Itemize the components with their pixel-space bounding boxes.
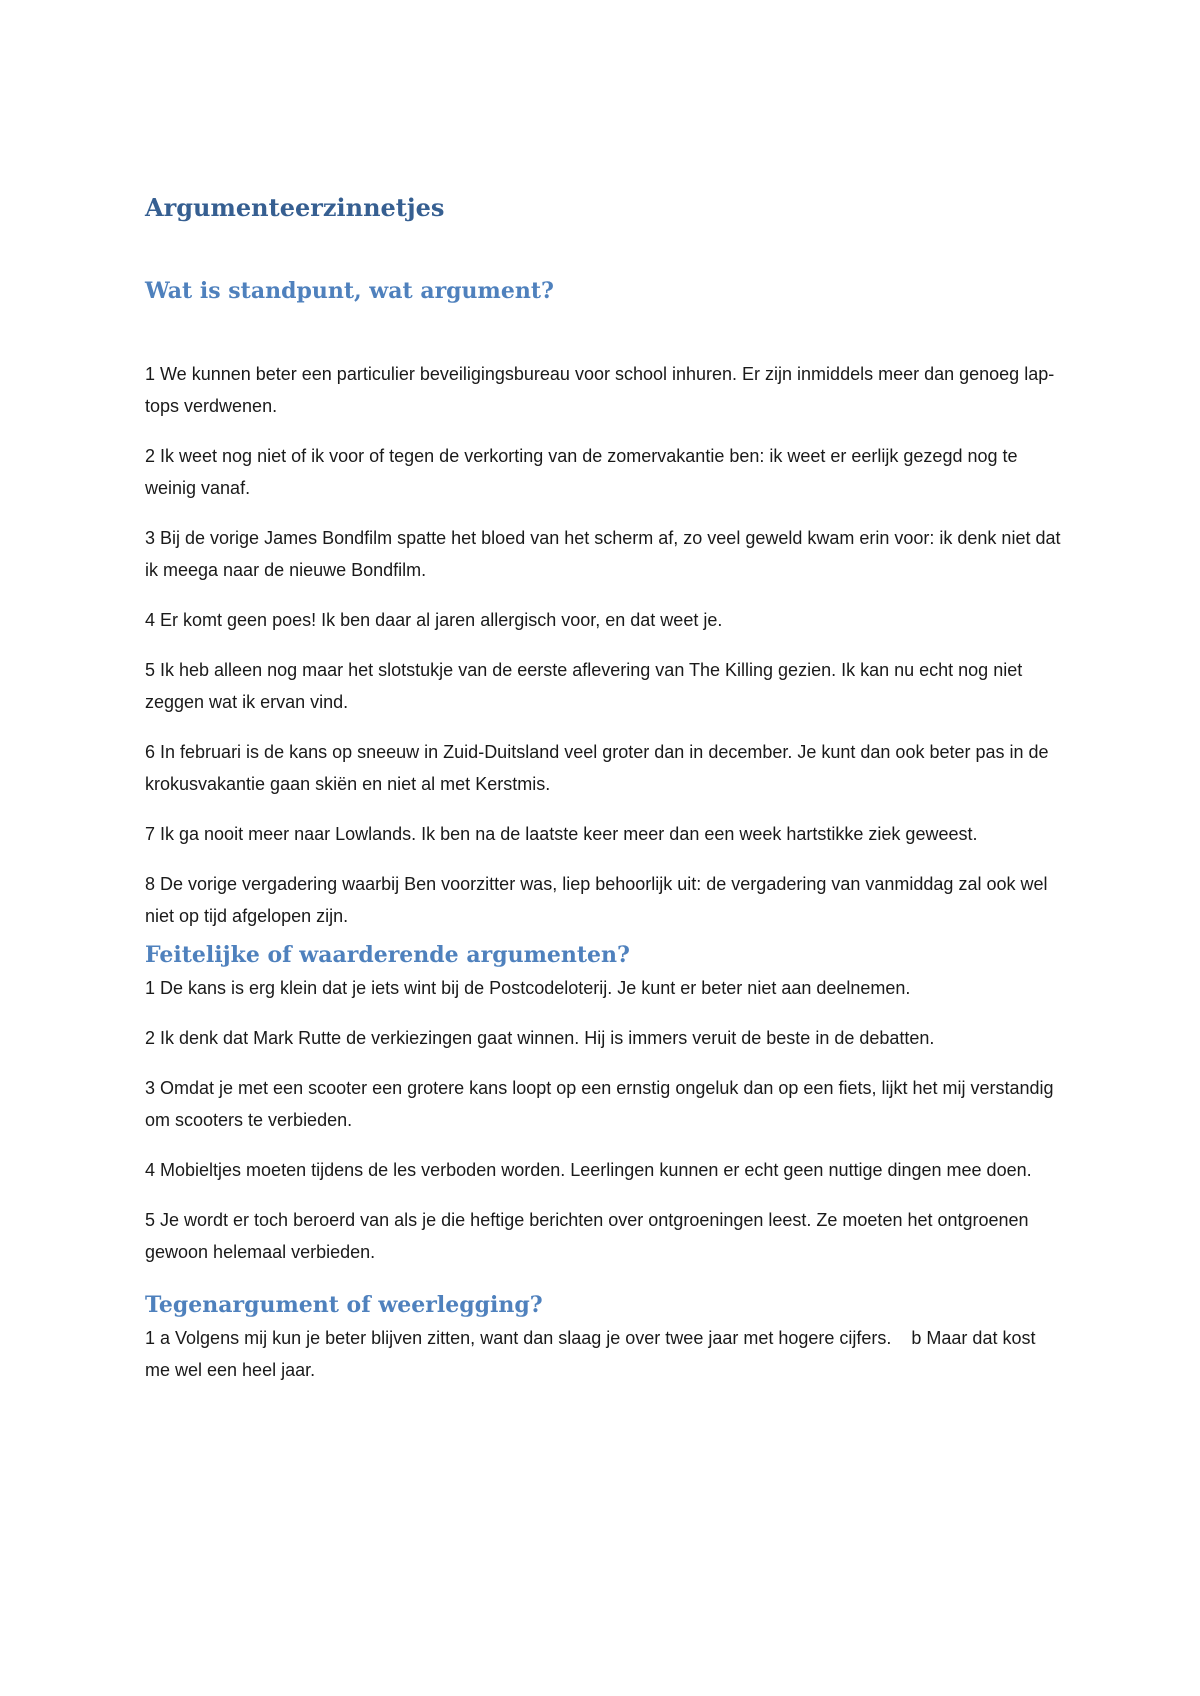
section-list-standpunt [145,358,1065,932]
list-item: 5 Je wordt er toch beroerd van als je die heftige berichten over ontgroeningen leest. Ze moeten het ontgroenen gewoon helemaal verbieden. [145,1210,1029,1262]
section-heading-standpunt: Wat is standpunt, wat argument? [145,278,554,304]
section-list-tegenargument [145,1322,1065,1386]
list-item: 2 Ik weet nog niet of ik voor of tegen de verkorting van de zomervakantie ben: ik weet er eerlijk gezegd nog te weinig vanaf. [145,446,1018,498]
list-item: 4 Mobieltjes moeten tijdens de les verboden worden. Leerlingen kunnen er echt geen nuttige dingen mee doen. [145,1160,1032,1180]
document-title: Argumenteerzinnetjes [145,193,445,222]
list-item: 3 Omdat je met een scooter een grotere kans loopt op een ernstig ongeluk dan op een fiets, lijkt het mij verstandig om scooters te verbieden. [145,1078,1054,1130]
list-item: 7 Ik ga nooit meer naar Lowlands. Ik ben na de laatste keer meer dan een week hartstikke ziek geweest. [145,824,978,844]
list-item: 8 De vorige vergadering waarbij Ben voorzitter was, liep behoorlijk uit: de vergadering van vanmiddag zal ook wel niet op tijd afgelopen zijn. [145,874,1048,926]
list-item: 5 Ik heb alleen nog maar het slotstukje van de eerste aflevering van The Killing gezien. Ik kan nu echt nog niet zeggen wat ik ervan vind. [145,660,1023,712]
section-heading-feitelijk: Feitelijke of waarderende argumenten? [145,942,630,968]
list-item: 6 In februari is de kans op sneeuw in Zuid-Duitsland veel groter dan in december. Je kunt dan ook beter pas in de krokusvakantie gaan skiën en niet al met Kerstmis. [145,742,1049,794]
section-list-feitelijk [145,972,1065,1268]
list-item: 4 Er komt geen poes! Ik ben daar al jaren allergisch voor, en dat weet je. [145,610,723,630]
list-item: 2 Ik denk dat Mark Rutte de verkiezingen gaat winnen. Hij is immers veruit de beste in de debatten. [145,1028,935,1048]
list-item: 1 a Volgens mij kun je beter blijven zitten, want dan slaag je over twee jaar met hogere cijfers. b Maar dat kost me wel een heel jaar. [145,1328,1041,1380]
list-item: 3 Bij de vorige James Bondfilm spatte het bloed van het scherm af, zo veel geweld kwam erin voor: ik denk niet dat ik meega naar de nieuwe Bondfilm. [145,528,1061,580]
document-content [145,190,1065,1386]
list-item: 1 We kunnen beter een particulier beveiligingsbureau voor school inhuren. Er zijn inmiddels meer dan genoeg lap-tops verdwenen. [145,364,1055,416]
list-item: 1 De kans is erg klein dat je iets wint bij de Postcodeloterij. Je kunt er beter niet aan deelnemen. [145,978,911,998]
section-heading-tegenargument: Tegenargument of weerlegging? [145,1292,543,1318]
